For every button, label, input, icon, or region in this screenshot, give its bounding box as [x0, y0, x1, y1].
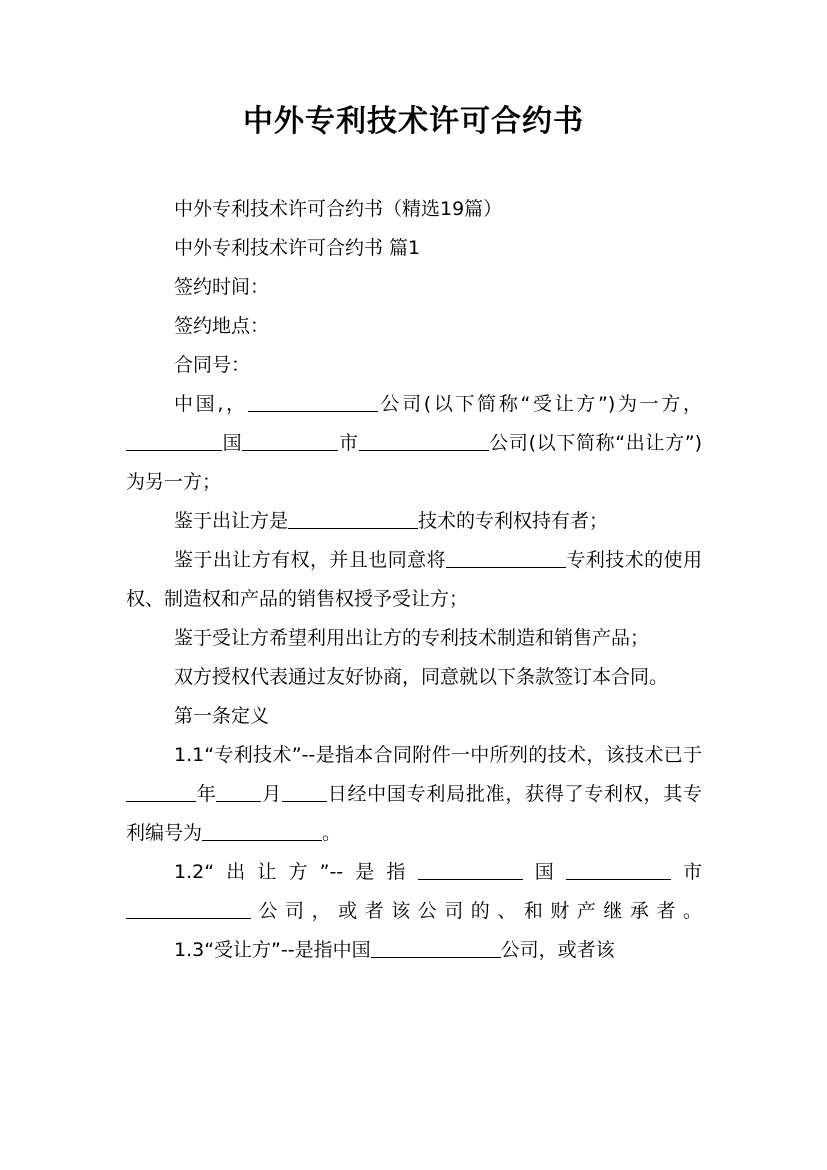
document-title: 中外专利技术许可合约书 — [243, 104, 584, 139]
text-run: 市 — [338, 432, 359, 454]
text-run: 1.3“受让方”--是指中国 — [174, 939, 371, 961]
text-run: 公司，或者该公司的、和财产继承者。 — [251, 900, 702, 922]
text-run: 公司(以下简称“受让方”)为一方， — [377, 393, 702, 415]
parties-paragraph — [126, 385, 702, 502]
contract-number-label: 合同号： — [174, 354, 251, 376]
text-run: 国 — [522, 861, 566, 883]
subtitle-line — [126, 190, 702, 229]
fill-blank[interactable] — [248, 389, 378, 412]
fill-blank[interactable] — [288, 506, 418, 529]
fill-blank[interactable] — [126, 779, 196, 802]
text-run: 鉴于受让方希望利用出让方的专利技术制造和销售产品； — [174, 627, 650, 649]
clause-paragraph — [126, 736, 702, 853]
section-heading — [126, 229, 702, 268]
text-run: 1.2“出让方”--是指 — [174, 861, 418, 883]
text-run: 。 — [322, 822, 342, 844]
text-run: 专利技术的使用权、制造权和产品的销售权授予受让方； — [126, 549, 702, 610]
fill-blank[interactable] — [282, 779, 327, 802]
text-run: 日经中国专利局批准，获得了专利权，其专利编号为 — [126, 783, 702, 844]
text-run: 市 — [670, 861, 702, 883]
signing-time-line — [126, 268, 702, 307]
fill-blank[interactable] — [566, 857, 671, 880]
text-run: 公司(以下简称“出让方”)为另一方； — [126, 432, 702, 493]
fill-blank[interactable] — [359, 428, 489, 451]
article-heading-text: 第一条定义 — [174, 705, 270, 727]
recital-paragraph — [126, 541, 702, 619]
fill-blank[interactable] — [216, 779, 261, 802]
text-run: 技术的专利权持有者； — [418, 510, 609, 532]
contract-number-line — [126, 346, 702, 385]
fill-blank[interactable] — [126, 428, 222, 451]
text-run: 公司，或者该 — [500, 939, 615, 961]
fill-blank[interactable] — [242, 428, 338, 451]
subtitle-text: 中外专利技术许可合约书（精选19篇） — [174, 198, 503, 220]
signing-time-label: 签约时间： — [174, 276, 270, 298]
text-run: 中国,， — [174, 393, 248, 415]
text-run: 鉴于出让方是 — [174, 510, 289, 532]
section-heading-text: 中外专利技术许可合约书 篇1 — [174, 237, 421, 259]
clause-paragraph — [126, 853, 702, 931]
text-run: 年 — [196, 783, 217, 805]
fill-blank[interactable] — [418, 857, 523, 880]
recital-paragraph — [126, 502, 702, 541]
text-run: 月 — [261, 783, 282, 805]
clause-paragraph — [126, 931, 702, 970]
recital-paragraph — [126, 658, 702, 697]
text-run: 1.1“专利技术”--是指本合同附件一中所列的技术，该技术已于 — [174, 744, 702, 766]
text-run: 鉴于出让方有权，并且也同意将 — [174, 549, 446, 571]
text-run: 国 — [222, 432, 243, 454]
fill-blank[interactable] — [446, 545, 566, 568]
article-heading — [126, 697, 702, 736]
fill-blank[interactable] — [126, 896, 251, 919]
signing-place-label: 签约地点： — [174, 315, 270, 337]
signing-place-line — [126, 307, 702, 346]
fill-blank[interactable] — [371, 935, 501, 958]
document-body — [126, 190, 702, 970]
fill-blank[interactable] — [202, 818, 322, 841]
recital-paragraph — [126, 619, 702, 658]
text-run: 双方授权代表通过友好协商，同意就以下条款签订本合同。 — [174, 666, 669, 688]
